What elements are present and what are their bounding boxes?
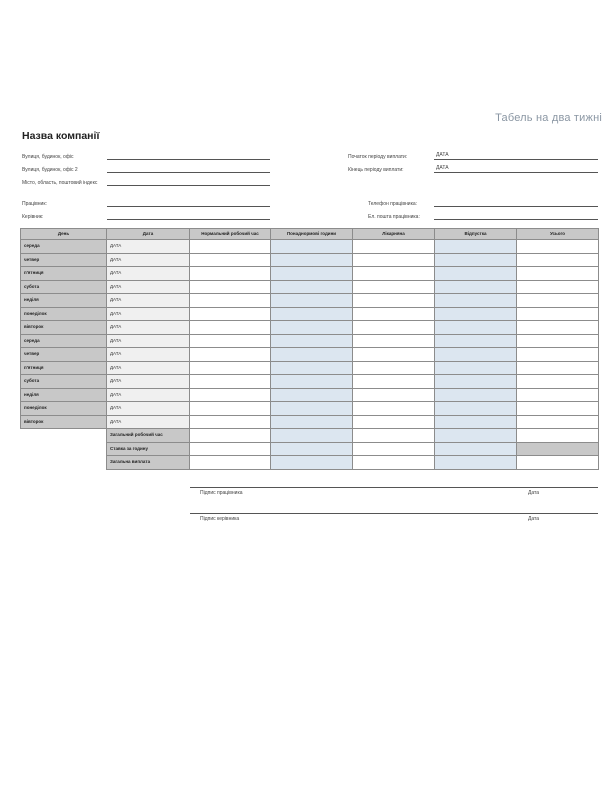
summary-total-cell[interactable] [517, 456, 599, 470]
vacation-cell[interactable] [435, 415, 517, 429]
vacation-cell[interactable] [435, 240, 517, 254]
vacation-cell[interactable] [435, 348, 517, 362]
overtime-cell[interactable] [271, 267, 353, 281]
vacation-cell[interactable] [435, 294, 517, 308]
regular-hours-cell[interactable] [190, 415, 271, 429]
column-header-regular-hours: Нормальний робочий час [190, 229, 271, 240]
date-cell[interactable]: ДАТА [107, 307, 190, 321]
table-row [21, 402, 599, 416]
regular-hours-cell[interactable] [190, 402, 271, 416]
pay-period-end-value: ДАТА [436, 165, 449, 171]
employee-signature-line[interactable] [190, 487, 598, 488]
total-cell[interactable] [517, 348, 599, 362]
sick-cell[interactable] [353, 361, 435, 375]
total-cell[interactable] [517, 415, 599, 429]
regular-hours-cell[interactable] [190, 361, 271, 375]
day-cell: субота [21, 280, 107, 294]
date-cell[interactable]: ДАТА [107, 321, 190, 335]
overtime-cell[interactable] [271, 321, 353, 335]
summary-regular-hours-cell[interactable] [190, 442, 271, 456]
regular-hours-cell[interactable] [190, 253, 271, 267]
pay-period-end-label: Кінець періоду виплати: [348, 167, 404, 173]
summary-total-cell[interactable] [517, 429, 599, 443]
employee-signature-date-label: Дата [528, 490, 540, 496]
day-cell: вівторок [21, 321, 107, 335]
table-row [21, 307, 599, 321]
date-cell[interactable]: ДАТА [107, 375, 190, 389]
sick-cell[interactable] [353, 253, 435, 267]
regular-hours-cell[interactable] [190, 294, 271, 308]
day-cell: вівторок [21, 415, 107, 429]
vacation-cell[interactable] [435, 361, 517, 375]
summary-total-cell[interactable] [517, 442, 599, 456]
overtime-cell[interactable] [271, 402, 353, 416]
sick-cell[interactable] [353, 415, 435, 429]
table-row [21, 361, 599, 375]
employee-phone-field[interactable] [434, 206, 598, 207]
column-header-date: Дата [107, 229, 190, 240]
total-cell[interactable] [517, 375, 599, 389]
summary-vacation-cell[interactable] [435, 429, 517, 443]
summary-vacation-cell[interactable] [435, 456, 517, 470]
timesheet-table [20, 228, 599, 470]
street-address-label: Вулиця, будинок, офіс [22, 154, 74, 160]
date-cell[interactable]: ДАТА [107, 294, 190, 308]
summary-vacation-cell[interactable] [435, 442, 517, 456]
date-cell[interactable]: ДАТА [107, 240, 190, 254]
manager-field[interactable] [107, 219, 270, 220]
total-hours-row [21, 429, 599, 443]
total-cell[interactable] [517, 240, 599, 254]
table-row [21, 415, 599, 429]
total-cell[interactable] [517, 280, 599, 294]
vacation-cell[interactable] [435, 253, 517, 267]
overtime-cell[interactable] [271, 348, 353, 362]
summary-overtime-cell[interactable] [271, 429, 353, 443]
blank-cell [21, 456, 107, 470]
summary-regular-hours-cell[interactable] [190, 456, 271, 470]
blank-cell [21, 429, 107, 443]
street-address-field[interactable] [107, 159, 270, 160]
sick-cell[interactable] [353, 294, 435, 308]
regular-hours-cell[interactable] [190, 375, 271, 389]
overtime-cell[interactable] [271, 415, 353, 429]
pay-period-start-field[interactable] [434, 159, 598, 160]
pay-period-start-label: Початок періоду виплати: [348, 154, 408, 160]
summary-overtime-cell[interactable] [271, 456, 353, 470]
vacation-cell[interactable] [435, 280, 517, 294]
day-cell: субота [21, 375, 107, 389]
column-header-overtime: Понаднормові години [271, 229, 353, 240]
day-cell: понеділок [21, 307, 107, 321]
sick-cell[interactable] [353, 321, 435, 335]
overtime-cell[interactable] [271, 294, 353, 308]
regular-hours-cell[interactable] [190, 388, 271, 402]
regular-hours-cell[interactable] [190, 267, 271, 281]
date-cell[interactable]: ДАТА [107, 280, 190, 294]
date-cell[interactable]: ДАТА [107, 402, 190, 416]
day-cell: понеділок [21, 402, 107, 416]
sick-cell[interactable] [353, 375, 435, 389]
day-cell: середа [21, 240, 107, 254]
employee-signature-label: Підпис працівника [200, 490, 243, 496]
city-field[interactable] [107, 185, 270, 186]
total-cell[interactable] [517, 267, 599, 281]
table-row [21, 348, 599, 362]
summary-regular-hours-cell[interactable] [190, 429, 271, 443]
overtime-cell[interactable] [271, 388, 353, 402]
manager-signature-date-label: Дата [528, 516, 540, 522]
vacation-cell[interactable] [435, 307, 517, 321]
table-row [21, 388, 599, 402]
sick-cell[interactable] [353, 307, 435, 321]
column-header-day: День [21, 229, 107, 240]
regular-hours-cell[interactable] [190, 321, 271, 335]
summary-label: Ставка за годину [107, 442, 190, 456]
total-cell[interactable] [517, 307, 599, 321]
column-header-vacation: Відпустка [435, 229, 517, 240]
overtime-cell[interactable] [271, 253, 353, 267]
regular-hours-cell[interactable] [190, 307, 271, 321]
city-label: Місто, область, поштовий індекс [22, 180, 98, 186]
table-row [21, 240, 599, 254]
day-cell: неділя [21, 294, 107, 308]
blank-cell [21, 442, 107, 456]
date-cell[interactable]: ДАТА [107, 388, 190, 402]
total-cell[interactable] [517, 253, 599, 267]
summary-label: Загальний робочий час [107, 429, 190, 443]
regular-hours-cell[interactable] [190, 334, 271, 348]
table-row [21, 253, 599, 267]
day-cell: середа [21, 334, 107, 348]
table-row [21, 267, 599, 281]
overtime-cell[interactable] [271, 307, 353, 321]
table-row [21, 321, 599, 335]
table-header-row [21, 229, 599, 240]
vacation-cell[interactable] [435, 375, 517, 389]
employee-phone-label: Телефон працівника: [368, 201, 418, 207]
overtime-cell[interactable] [271, 334, 353, 348]
sick-cell[interactable] [353, 267, 435, 281]
summary-sick-cell[interactable] [353, 456, 435, 470]
employee-field[interactable] [107, 206, 270, 207]
vacation-cell[interactable] [435, 388, 517, 402]
table-row [21, 280, 599, 294]
vacation-cell[interactable] [435, 402, 517, 416]
sick-cell[interactable] [353, 388, 435, 402]
manager-signature-label: Підпис керівника [200, 516, 240, 522]
sick-cell[interactable] [353, 402, 435, 416]
street-address-2-label: Вулиця, будинок, офіс 2 [22, 167, 78, 173]
table-row [21, 294, 599, 308]
overtime-cell[interactable] [271, 240, 353, 254]
date-cell[interactable]: ДАТА [107, 334, 190, 348]
total-cell[interactable] [517, 402, 599, 416]
employee-email-field[interactable] [434, 219, 598, 220]
manager-signature-line[interactable] [190, 513, 598, 514]
date-cell[interactable]: ДАТА [107, 253, 190, 267]
vacation-cell[interactable] [435, 334, 517, 348]
sick-cell[interactable] [353, 348, 435, 362]
table-row [21, 375, 599, 389]
overtime-cell[interactable] [271, 361, 353, 375]
day-cell: четвер [21, 253, 107, 267]
column-header-sick: Лікарняна [353, 229, 435, 240]
regular-hours-cell[interactable] [190, 240, 271, 254]
date-cell[interactable]: ДАТА [107, 267, 190, 281]
vacation-cell[interactable] [435, 321, 517, 335]
summary-overtime-cell[interactable] [271, 442, 353, 456]
day-cell: неділя [21, 388, 107, 402]
regular-hours-cell[interactable] [190, 280, 271, 294]
overtime-cell[interactable] [271, 280, 353, 294]
overtime-cell[interactable] [271, 375, 353, 389]
date-cell[interactable]: ДАТА [107, 361, 190, 375]
date-cell[interactable]: ДАТА [107, 348, 190, 362]
total-cell[interactable] [517, 361, 599, 375]
column-header-total: Усього [517, 229, 599, 240]
pay-period-end-field[interactable] [434, 172, 598, 173]
manager-label: Керівник: [22, 214, 44, 220]
sick-cell[interactable] [353, 280, 435, 294]
hourly-rate-row [21, 442, 599, 456]
day-cell: четвер [21, 348, 107, 362]
employee-email-label: Ел. пошта працівника: [368, 214, 420, 220]
summary-sick-cell[interactable] [353, 442, 435, 456]
total-cell[interactable] [517, 294, 599, 308]
regular-hours-cell[interactable] [190, 348, 271, 362]
day-cell: п'ятниця [21, 267, 107, 281]
summary-sick-cell[interactable] [353, 429, 435, 443]
employee-label: Працівник: [22, 201, 47, 207]
total-pay-row [21, 456, 599, 470]
summary-label: Загальна виплата [107, 456, 190, 470]
day-cell: п'ятниця [21, 361, 107, 375]
date-cell[interactable]: ДАТА [107, 415, 190, 429]
pay-period-start-value: ДАТА [436, 152, 449, 158]
company-name: Назва компанії [22, 130, 100, 142]
document-title: Табель на два тижні [495, 112, 602, 124]
total-cell[interactable] [517, 388, 599, 402]
vacation-cell[interactable] [435, 267, 517, 281]
street-address-2-field[interactable] [107, 172, 270, 173]
table-row [21, 334, 599, 348]
sick-cell[interactable] [353, 240, 435, 254]
total-cell[interactable] [517, 334, 599, 348]
total-cell[interactable] [517, 321, 599, 335]
sick-cell[interactable] [353, 334, 435, 348]
